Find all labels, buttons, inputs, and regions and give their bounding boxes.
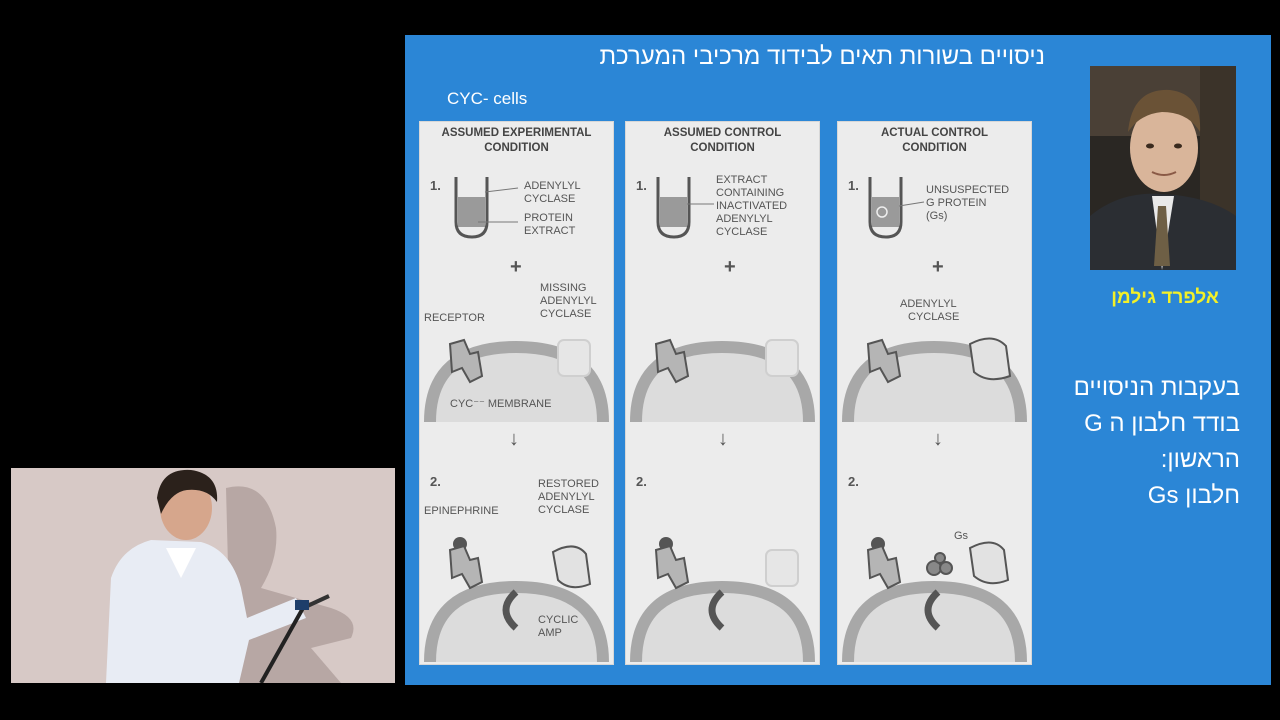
- down-arrow-icon: ↓: [509, 428, 519, 450]
- label-line: PROTEIN: [524, 212, 573, 224]
- header-line: ASSUMED CONTROL: [663, 127, 782, 139]
- step-2-label: 2.: [848, 474, 859, 489]
- panel-actual-control: [837, 121, 1032, 665]
- label-line: ADENYLYL: [540, 295, 597, 307]
- down-arrow-icon: ↓: [933, 428, 943, 450]
- gs-label: Gs: [954, 530, 969, 542]
- text-line: הראשון:: [1160, 446, 1240, 473]
- down-arrow-icon: ↓: [718, 428, 728, 450]
- label-line: EXTRACT: [716, 174, 768, 186]
- findings-text: [1035, 370, 1240, 514]
- step-2-label: 2.: [430, 474, 441, 489]
- label-line: CONTAINING: [716, 187, 785, 199]
- panel-header: [838, 126, 1031, 156]
- tube-label: [524, 180, 581, 238]
- label-line: EXTRACT: [524, 225, 576, 237]
- label-line: ADENYLYL: [716, 213, 773, 225]
- label-line: ADENYLYL: [900, 298, 957, 310]
- step-1-label: 1.: [636, 178, 647, 193]
- panel-header: [420, 126, 613, 156]
- panel-assumed-control: [625, 121, 820, 665]
- text-line: בעקבות הניסויים: [1073, 374, 1240, 401]
- step-2-label: 2.: [636, 474, 647, 489]
- panel-experimental-drawing: [420, 122, 613, 664]
- panel-experimental: [419, 121, 614, 665]
- text-line: חלבון Gs: [1147, 482, 1240, 509]
- step-1-label: 1.: [848, 178, 859, 193]
- missing-label: [540, 282, 597, 321]
- portrait-illustration: [1090, 66, 1236, 270]
- header-line: ACTUAL CONTROL: [880, 127, 989, 139]
- label-line: INACTIVATED: [716, 200, 788, 212]
- label-line: CYCLASE: [908, 311, 960, 323]
- cyc-cells-label: CYC- cells: [447, 89, 528, 108]
- receptor-label: RECEPTOR: [424, 312, 485, 324]
- speaker-video: [11, 468, 395, 683]
- header-line: CONDITION: [484, 142, 549, 154]
- label-line: CYCLASE: [524, 193, 576, 205]
- slide-title: ניסויים בשורות תאים לבידוד מרכיבי המערכת: [599, 43, 1045, 70]
- panel-header: [626, 126, 819, 156]
- header-line: CONDITION: [902, 142, 967, 154]
- header-line: CONDITION: [690, 142, 755, 154]
- label-line: CYCLASE: [716, 226, 768, 238]
- label-line: UNSUSPECTED: [926, 184, 1010, 196]
- restored-label: [538, 478, 599, 517]
- photo-caption: אלפרד גילמן: [1111, 287, 1219, 308]
- label-line: CYCLASE: [538, 504, 590, 516]
- plus-sign: +: [724, 256, 736, 278]
- cyclic-amp-label: [538, 614, 578, 640]
- label-line: RESTORED: [538, 478, 599, 490]
- label-line: CYCLASE: [540, 308, 592, 320]
- label-line: ADENYLYL: [524, 180, 581, 192]
- plus-sign: +: [932, 256, 944, 278]
- label-line: AMP: [538, 627, 562, 639]
- label-line: CYCLIC: [538, 614, 579, 626]
- header-line: ASSUMED EXPERIMENTAL: [441, 127, 592, 139]
- label-line: ADENYLYL: [538, 491, 595, 503]
- speaker-illustration: [11, 468, 395, 683]
- tube-label: [926, 184, 1009, 223]
- epinephrine-label: EPINEPHRINE: [424, 505, 499, 517]
- portrait-photo: [1090, 66, 1236, 270]
- label-line: G PROTEIN: [926, 197, 987, 209]
- label-line: (Gs): [926, 210, 948, 222]
- plus-sign: +: [510, 256, 522, 278]
- step-1-label: 1.: [430, 178, 441, 193]
- membrane-label: CYC⁻⁻ MEMBRANE: [450, 398, 552, 410]
- text-line: בודד חלבון ה G: [1084, 410, 1240, 437]
- cyclase-label: [900, 298, 959, 324]
- label-line: MISSING: [540, 282, 587, 294]
- presentation-slide: [405, 35, 1271, 685]
- tube-label: [716, 174, 787, 239]
